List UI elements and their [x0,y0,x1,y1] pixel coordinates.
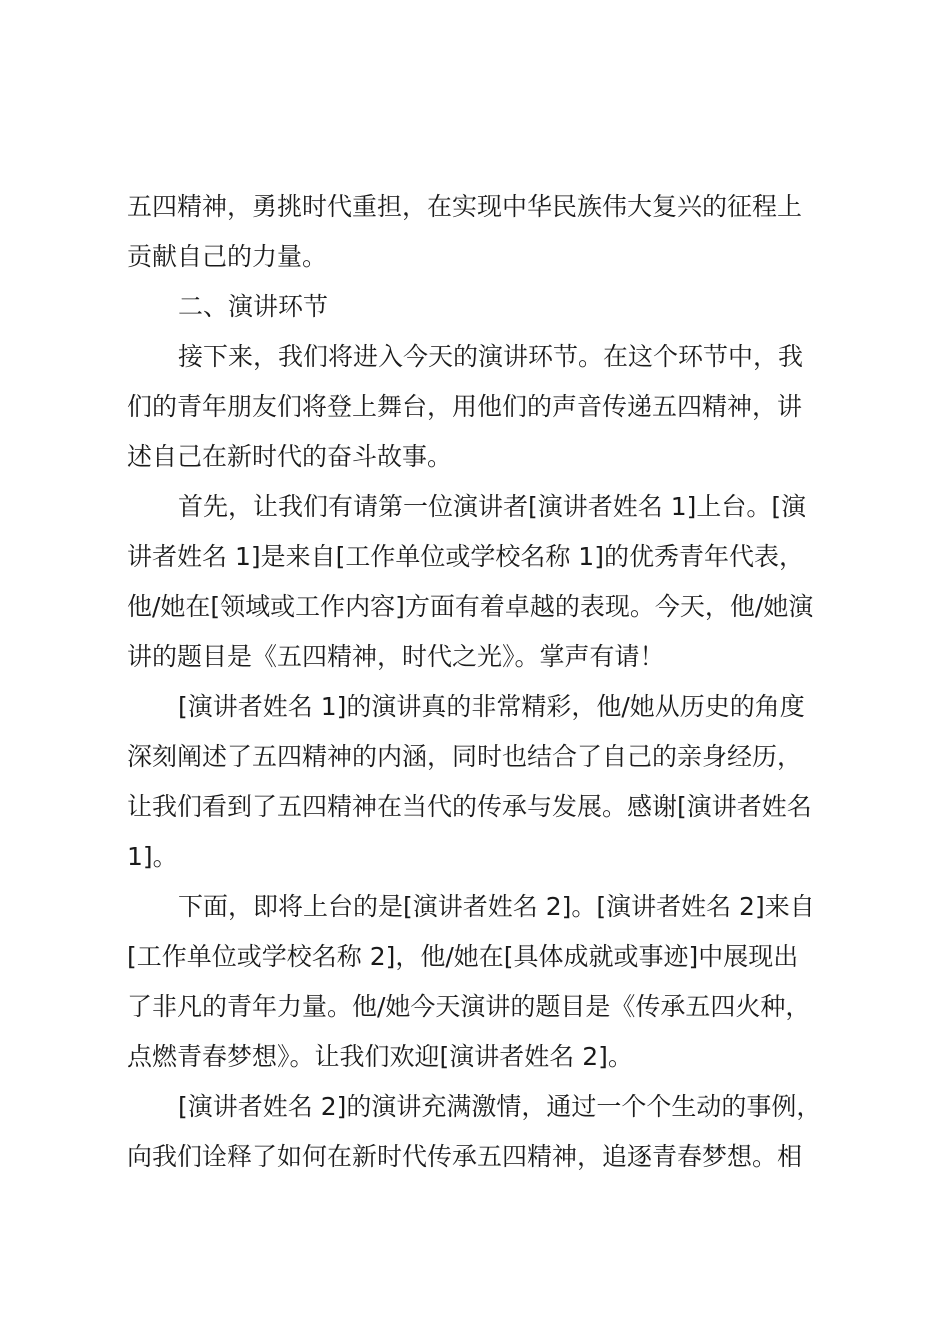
text-line: 讲者姓名 1]是来自[工作单位或学校名称 1]的优秀青年代表， [127,542,804,571]
text-line: 了非凡的青年力量。他/她今天演讲的题目是《传承五四火种， [127,992,811,1021]
text-line: 讲的题目是《五四精神，时代之光》。掌声有请！ [127,642,665,671]
text-line: [演讲者姓名 2]的演讲充满激情，通过一个个生动的事例， [178,1092,822,1121]
text-line: 述自己在新时代的奋斗故事。 [127,442,453,471]
text-line: 向我们诠释了如何在新时代传承五四精神，追逐青春梦想。相 [127,1142,803,1171]
section-heading-speech [127,282,833,332]
text-line: 1]。 [127,842,178,871]
text-line: 贡献自己的力量。 [127,242,328,271]
text-line: [演讲者姓名 1]的演讲真的非常精彩，他/她从历史的角度 [178,692,805,721]
paragraph-speaker-2 [127,882,833,1082]
paragraph-continuation [127,182,833,282]
text-line: [工作单位或学校名称 2]，他/她在[具体成就或事迹]中展现出 [127,942,799,971]
text-line: 下面，即将上台的是[演讲者姓名 2]。[演讲者姓名 2]来自 [178,892,815,921]
text-line: 深刻阐述了五四精神的内涵，同时也结合了自己的亲身经历， [127,742,803,771]
paragraph-speaker-1 [127,482,833,682]
text-line: 五四精神，勇挑时代重担，在实现中华民族伟大复兴的征程上 [127,192,803,221]
text-line: 接下来，我们将进入今天的演讲环节。在这个环节中，我 [178,342,804,371]
document-body [127,182,833,1182]
paragraph-speaker-2-review [127,1082,833,1182]
text-line: 让我们看到了五四精神在当代的传承与发展。感谢[演讲者姓名 [127,792,812,821]
text-line: 点燃青春梦想》。让我们欢迎[演讲者姓名 2]。 [127,1042,633,1071]
heading-text: 二、演讲环节 [178,292,329,321]
text-line: 首先，让我们有请第一位演讲者[演讲者姓名 1]上台。[演 [178,492,807,521]
paragraph-intro [127,332,833,482]
text-line: 他/她在[领域或工作内容]方面有着卓越的表现。今天，他/她演 [127,592,814,621]
text-line: 们的青年朋友们将登上舞台，用他们的声音传递五四精神，讲 [127,392,803,421]
paragraph-speaker-1-review [127,682,833,882]
